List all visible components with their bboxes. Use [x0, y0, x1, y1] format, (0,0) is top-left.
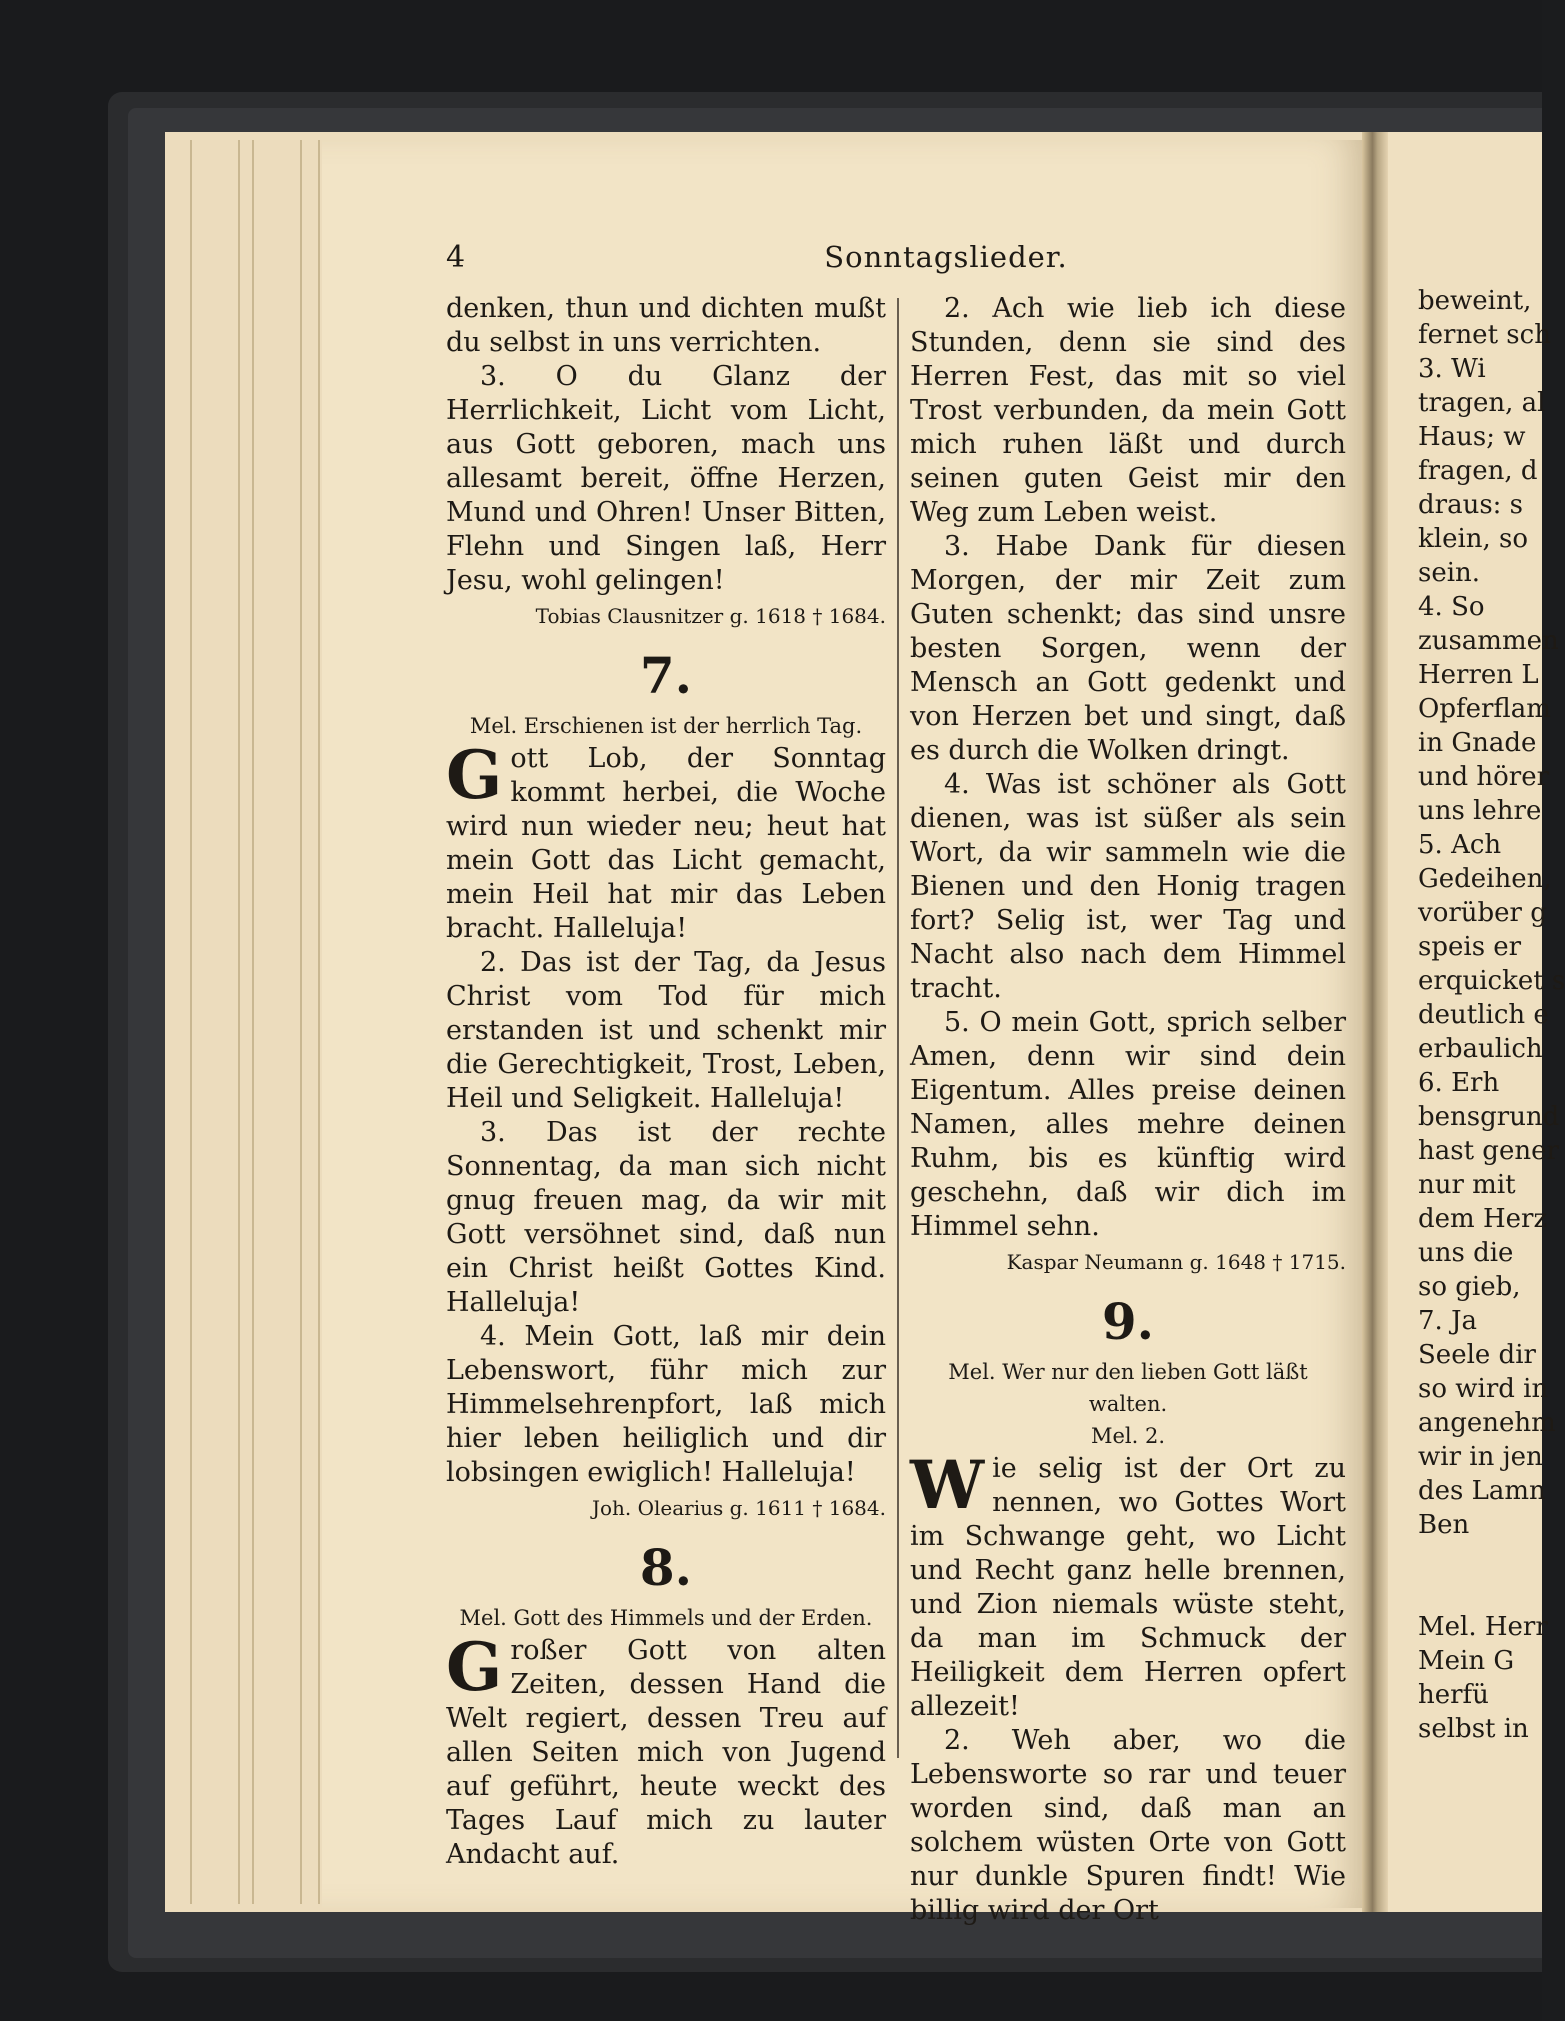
facing-page-line: nur mit [1418, 1170, 1516, 1200]
melody-note: Mel. Wer nur den lieben Gott läßt walten. [948, 1360, 1308, 1416]
hymn-number: 9. [1101, 1292, 1155, 1351]
facing-page-line: uns die [1418, 1238, 1514, 1268]
stanza: 3. Habe Dank für diesen Morgen, der mir Zeit zum Guten schenkt; das sind unsre besten Sorgen, wenn der Mensch an Gott gedenkt und von Herzen bet und singt, daß es durch die Wolken dringt. [910, 531, 1346, 766]
facing-page-line: angenehm [1418, 1408, 1556, 1438]
facing-page-line [1418, 1576, 1542, 1610]
facing-page-line: bensgrund [1418, 1102, 1560, 1132]
stanza-text: ott Lob, der Sonntag kommt herbei, die Woche wird nun wieder neu; heut hat mein Gott das Licht gemacht, mein Heil hat mir das Leben bracht. Halleluja! [446, 743, 886, 944]
stanza: denken, thun und dichten mußt du selbst in uns verrichten. [446, 293, 886, 358]
facing-page-line: Seele dir [1418, 1340, 1536, 1370]
facing-page-line: Ben [1418, 1510, 1470, 1540]
facing-page-line: sein. [1418, 558, 1481, 588]
page-edge [318, 140, 320, 1904]
facing-page-line: 5. Ach [1418, 830, 1502, 860]
right-column [910, 292, 1346, 1928]
drop-cap: G [446, 736, 503, 814]
facing-page-line: vorüber g [1418, 898, 1547, 928]
stanza: 5. O mein Gott, sprich selber Amen, denn wir sind dein Eigentum. Alles preise deinen Namen, alles mehre deinen Ruhm, bis es künftig wird geschehn, daß wir dich im Himmel sehn. [910, 1007, 1346, 1242]
melody-note: Mel. Gott des Himmels und der Erden. [459, 1606, 873, 1630]
facing-page-line: so gieb, [1418, 1272, 1521, 1302]
facing-page-line: klein, so [1418, 524, 1529, 554]
drop-cap: G [446, 1628, 503, 1706]
stanza-text: roßer Gott von alten Zeiten, dessen Hand die Welt regiert, dessen Treu auf allen Seiten mich von Jugend auf geführt, heute weckt des Tages Lauf mich zu lauter Andacht auf. [446, 1635, 886, 1870]
facing-page-line: 7. Ja [1418, 1306, 1477, 1336]
hymn-author: Kaspar Neumann g. 1648 † 1715. [1006, 1250, 1346, 1274]
facing-page-line: so wird in [1418, 1374, 1549, 1404]
facing-page-line [1418, 1542, 1542, 1576]
facing-page-line: fernet sch [1418, 320, 1551, 350]
facing-page-line: Opferflam [1418, 694, 1551, 724]
hymn-author: Joh. Olearius g. 1611 † 1684. [591, 1496, 886, 1520]
facing-page-line: in Gnade [1418, 728, 1537, 758]
facing-page-line: wir in jen [1418, 1442, 1543, 1472]
facing-page-line: erbaulich [1418, 1034, 1543, 1064]
facing-page-line: und hörer [1418, 762, 1550, 792]
facing-page-line: beweint, [1418, 286, 1532, 316]
facing-page-line: tragen, al [1418, 388, 1546, 418]
page-number: 4 [446, 240, 466, 275]
facing-page-line: Mein G [1418, 1646, 1515, 1676]
stanza: 2. Das ist der Tag, da Jesus Christ vom Tod für mich erstanden ist und schenkt mir die Gerechtigkeit, Trost, Leben, Heil und Seligkeit. Halleluja! [446, 947, 886, 1114]
facing-page-line: Mel. Herr [1418, 1612, 1548, 1642]
facing-page-line: speis er [1418, 932, 1522, 962]
hymn-first-stanza [910, 1446, 1346, 1724]
left-column [446, 292, 886, 1872]
page-edge [238, 140, 240, 1904]
facing-page-line: dem Herz [1418, 1204, 1548, 1234]
facing-page-line: Gedeihen, [1418, 864, 1552, 894]
facing-page-line: herfü [1418, 1680, 1489, 1710]
hymn-number: 8. [639, 1538, 693, 1597]
melody-note: Mel. Erschienen ist der herrlich Tag. [469, 714, 863, 738]
facing-page-line: Herren L [1418, 660, 1539, 690]
facing-page-line: uns lehre [1418, 796, 1542, 826]
facing-page-line: 3. Wi [1418, 354, 1486, 384]
facing-page-line: 4. So [1418, 592, 1485, 622]
stanza: 4. Mein Gott, laß mir dein Lebenswort, führ mich zur Himmelsehrenpfort, laß mich hier leben heiliglich und dir lobsingen ewiglich! Halleluja! [446, 1321, 886, 1488]
facing-page-line: des Lamn [1418, 1476, 1546, 1506]
page-edge [252, 140, 254, 1904]
facing-page-line: erquicket s [1418, 966, 1565, 996]
page-edge [300, 140, 302, 1904]
facing-page-line: zusammen [1418, 626, 1559, 656]
stanza: 3. Das ist der rechte Sonnentag, da man sich nicht gnug freuen mag, da wir mit Gott versöhnet sind, daß nun ein Christ heißt Gottes Kind. Halleluja! [446, 1117, 886, 1318]
facing-page-line: Haus; w [1418, 422, 1526, 452]
stanza: 3. O du Glanz der Herrlichkeit, Licht vom Licht, aus Gott geboren, mach uns allesamt bereit, öffne Herzen, Mund und Ohren! Unser Bitten, Flehn und Singen laß, Herr Jesu, wohl gelingen! [446, 361, 886, 596]
book-gutter [1362, 132, 1388, 1912]
page-header [446, 240, 1346, 280]
facing-page-line: 6. Erh [1418, 1068, 1500, 1098]
hymn-author: Tobias Clausnitzer g. 1618 † 1684. [535, 604, 886, 628]
stanza: 4. Was ist schöner als Gott dienen, was ist süßer als sein Wort, da wir sammeln wie die Bienen und den Honig tragen fort? Selig ist, wer Tag und Nacht also nach dem Himmel tracht. [910, 769, 1346, 1004]
hymn-first-stanza [446, 1628, 886, 1872]
facing-page-line: fragen, d [1418, 456, 1538, 486]
melody-note: Mel. 2. [1090, 1424, 1166, 1448]
drop-cap: W [910, 1446, 985, 1524]
facing-page-line: deutlich e [1418, 1000, 1549, 1030]
column-divider [897, 298, 899, 1758]
stanza-text: ie selig ist der Ort zu nennen, wo Gottes Wort im Schwange geht, wo Licht und Recht ganz helle brennen, und Zion niemals wüste steht, da man im Schmuck der Heiligkeit dem Herren opfert allezeit! [910, 1453, 1346, 1722]
running-title: Sonntagslieder. [824, 240, 1068, 274]
hymn-number: 7. [639, 646, 693, 705]
facing-page-line: draus: s [1418, 490, 1524, 520]
hymn-first-stanza [446, 736, 886, 946]
facing-page-line: hast gener [1418, 1136, 1559, 1166]
stanza: 2. Ach wie lieb ich diese Stunden, denn sie sind des Herren Fest, das mit so viel Trost verbunden, da mein Gott mich ruhen läßt und durch seinen guten Geist mir den Weg zum Leben weist. [910, 293, 1346, 528]
stanza: 2. Weh aber, wo die Lebensworte so rar und teuer worden sind, daß man an solchem wüsten Orte von Gott nur dunkle Spuren findt! Wie billig wird der Ort [910, 1725, 1346, 1926]
facing-page-column [1418, 284, 1565, 1744]
page-edge [190, 140, 192, 1904]
facing-page-line: selbst in [1418, 1714, 1529, 1744]
